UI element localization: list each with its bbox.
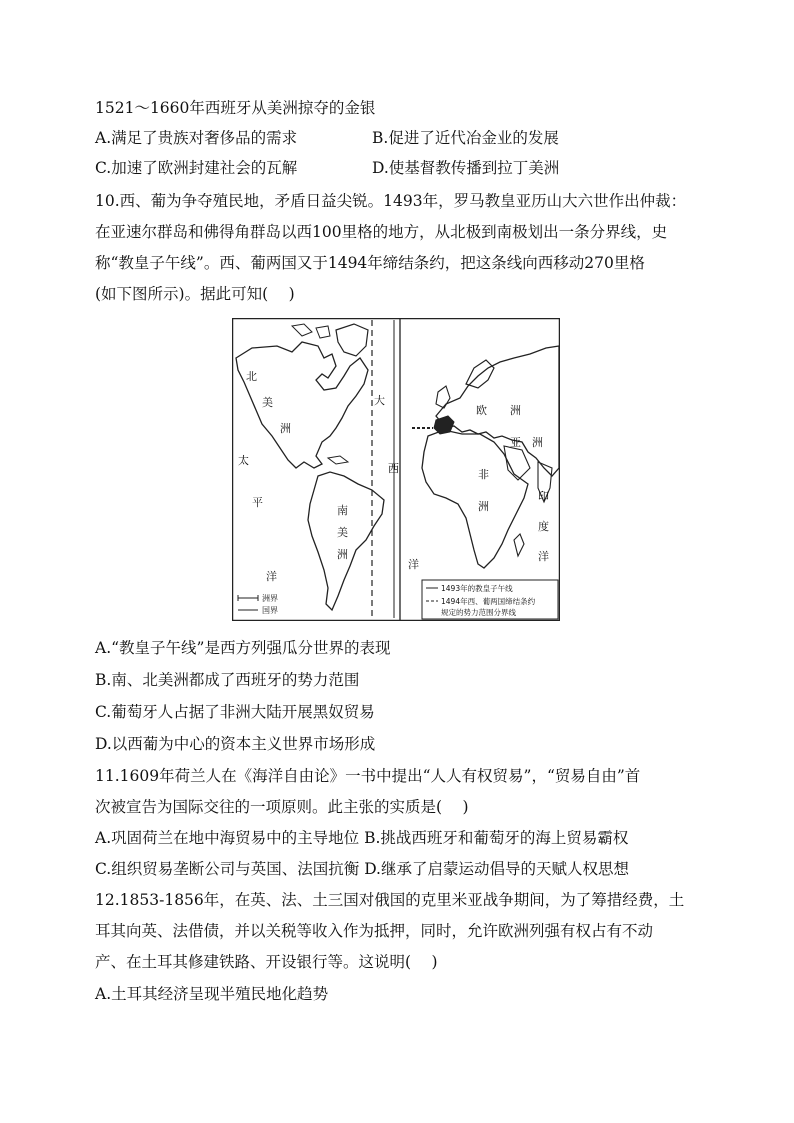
label-south-america-2: 美 bbox=[337, 526, 348, 539]
label-indian-2: 度 bbox=[538, 520, 549, 533]
q11-option-row-2 bbox=[95, 859, 715, 879]
q10-option-a: A.“教皇子午线”是西方列强瓜分世界的表现 bbox=[95, 639, 391, 657]
label-atlantic-3: 洋 bbox=[408, 558, 419, 571]
legend-right bbox=[422, 580, 558, 619]
q9-option-a: A.满足了贵族对奢侈品的需求 bbox=[95, 129, 298, 147]
legend-national-border-label: 国界 bbox=[262, 606, 278, 615]
label-indian-3: 洋 bbox=[538, 550, 549, 563]
q12-option-a: A.土耳其经济呈现半殖民地化趋势 bbox=[95, 985, 329, 1003]
label-pacific-2: 平 bbox=[252, 496, 263, 509]
label-africa-1: 非 bbox=[478, 468, 489, 481]
q10-option-b: B.南、北美洲都成了西班牙的势力范围 bbox=[95, 671, 360, 689]
label-north-america-2: 美 bbox=[262, 396, 273, 409]
label-atlantic-1: 大 bbox=[374, 394, 385, 407]
label-europe-1: 欧 bbox=[476, 404, 487, 417]
label-south-america-3: 洲 bbox=[337, 548, 348, 561]
label-asia-1: 亚 bbox=[510, 436, 521, 449]
q11-option-row-1 bbox=[95, 828, 715, 848]
q11-option-a: A.巩固荷兰在地中海贸易中的主导地位 bbox=[95, 829, 360, 847]
label-north-america-3: 洲 bbox=[280, 422, 291, 435]
legend-treaty-line-label-2: 规定的势力范围分界线 bbox=[441, 608, 516, 617]
q10-option-d: D.以西葡为中心的资本主义世界市场形成 bbox=[95, 735, 376, 753]
q11-stem-line-1: 11.1609年荷兰人在《海洋自由论》一书中提出“人人有权贸易”，“贸易自由”首 bbox=[95, 767, 641, 785]
q10-stem-line-3: 称“教皇子午线”。西、葡两国又于1494年缔结条约，把这条线向西移动270里格 bbox=[95, 254, 645, 272]
q10-option-c: C.葡萄牙人占据了非洲大陆开展黑奴贸易 bbox=[95, 703, 375, 721]
q9-option-b: B.促进了近代冶金业的发展 bbox=[372, 129, 559, 147]
world-map-figure bbox=[232, 318, 560, 621]
legend-papal-line-label: 1493年的教皇子午线 bbox=[441, 584, 513, 593]
label-atlantic-2: 西 bbox=[388, 462, 399, 475]
q9-stem: 1521～1660年西班牙从美洲掠夺的金银 bbox=[95, 99, 376, 117]
q11-option-c: C.组织贸易垄断公司与英国、法国抗衡 bbox=[95, 860, 360, 878]
q9-option-d: D.使基督教传播到拉丁美洲 bbox=[372, 159, 560, 177]
q11-option-b: B.挑战西班牙和葡萄牙的海上贸易霸权 bbox=[364, 829, 629, 847]
q9-option-row-1 bbox=[95, 128, 715, 148]
q10-stem-line-2: 在亚速尔群岛和佛得角群岛以西100里格的地方，从北极到南极划出一条分界线，史 bbox=[95, 223, 668, 241]
q9-option-row-2 bbox=[95, 158, 715, 178]
label-indian-1: 印 bbox=[538, 490, 549, 503]
q12-stem-line-1: 12.1853-1856年，在英、法、土三国对俄国的克里米亚战争期间，为了筹措经费，土 bbox=[95, 891, 685, 909]
label-north-america-1: 北 bbox=[246, 370, 257, 383]
label-south-america-1: 南 bbox=[337, 504, 348, 517]
q12-stem-line-2: 耳其向英、法借债，并以关税等收入作为抵押，同时，允许欧洲列强有权占有不动 bbox=[95, 922, 654, 940]
label-africa-2: 洲 bbox=[478, 500, 489, 513]
map-svg bbox=[232, 318, 560, 621]
legend-treaty-line-label-1: 1494年西、葡两国缔结条约 bbox=[441, 597, 536, 606]
label-asia-2: 洲 bbox=[532, 436, 543, 449]
label-pacific-3: 洋 bbox=[266, 570, 277, 583]
label-europe-2: 洲 bbox=[510, 404, 521, 417]
q11-option-d: D.继承了启蒙运动倡导的天赋人权思想 bbox=[364, 860, 629, 878]
legend-continent-boundary-label: 洲界 bbox=[262, 594, 278, 603]
q9-option-c: C.加速了欧洲封建社会的瓦解 bbox=[95, 159, 298, 177]
label-pacific-1: 太 bbox=[238, 454, 249, 467]
q10-stem-line-4: (如下图所示)。据此可知( ) bbox=[95, 285, 295, 303]
q10-stem-line-1: 10.西、葡为争夺殖民地，矛盾日益尖锐。1493年，罗马教皇亚历山大六世作出仲裁： bbox=[95, 192, 687, 210]
q12-stem-line-3: 产、在土耳其修建铁路、开设银行等。这说明( ) bbox=[95, 953, 438, 971]
q11-stem-line-2: 次被宣告为国际交往的一项原则。此主张的实质是( ) bbox=[95, 798, 469, 816]
